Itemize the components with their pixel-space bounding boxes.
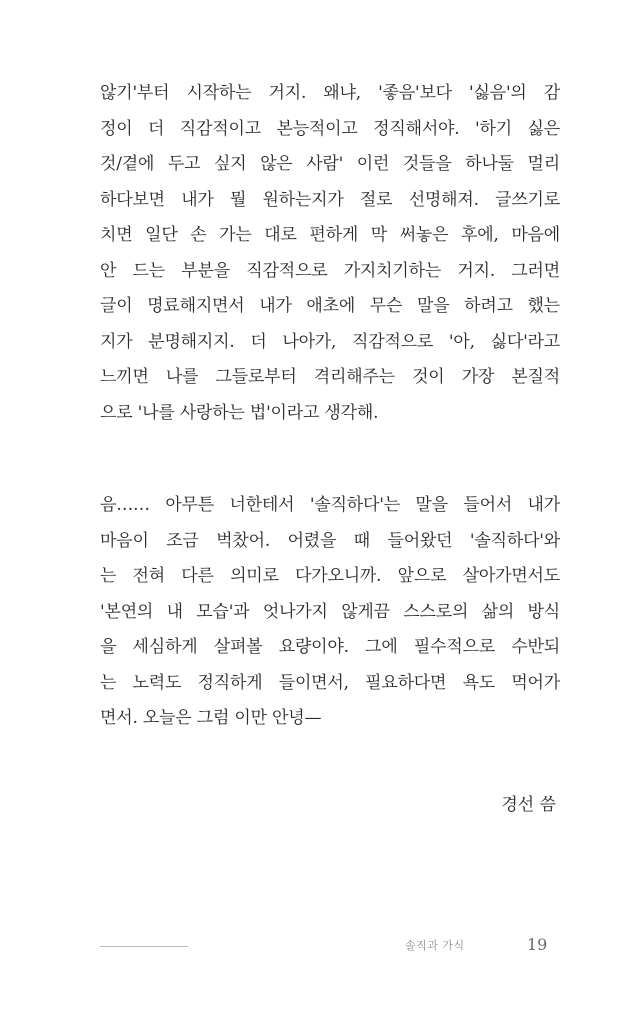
text-line: 음…… 아무튼 너한테서 '솔직하다'는 말을 들어서 내가 [100, 495, 560, 515]
text-line: 면서. 오늘은 그럼 이만 안녕— [100, 708, 322, 728]
text-line: 안 드는 부분을 직감적으로 가지치기하는 거지. 그러면 [100, 260, 560, 281]
text-line: '본연의 내 모습'과 엇나가지 않게끔 스스로의 삶의 방식 [100, 601, 560, 622]
text-line: 을 세심하게 살펴볼 요량이야. 그에 필수적으로 수반되 [100, 637, 560, 657]
text-line: 지가 분명해지지. 더 나아가, 직감적으로 '아, 싫다'라고 [100, 331, 560, 352]
body-paragraph-2 [100, 488, 560, 737]
text-line: 않기'부터 시작하는 거지. 왜냐, '좋음'보다 '싫음'의 감 [100, 83, 560, 103]
body-paragraph-1 [100, 76, 560, 431]
text-line: 정이 더 직감적이고 본능적이고 정직해서야. '하기 싫은 [100, 118, 560, 139]
text-line: 치면 일단 손 가는 대로 편하게 막 써놓은 후에, 마음에 [100, 225, 560, 245]
page-number: 19 [527, 935, 548, 954]
running-title: 솔직과 가식 [405, 939, 465, 952]
text-line: 는 노력도 정직하게 들이면서, 필요하다면 욕도 먹어가 [100, 672, 560, 693]
text-line: 느끼면 나를 그들로부터 격리해주는 것이 가장 본질적 [100, 367, 560, 387]
text-line: 으로 '나를 사랑하는 법'이라고 생각해. [100, 402, 379, 423]
text-line: 것/곁에 두고 싶지 않은 사람' 이런 것들을 하나둘 멀리 [100, 154, 560, 174]
text-line: 는 전혀 다른 의미로 다가오니까. 앞으로 살아가면서도 [100, 566, 560, 586]
text-line: 글이 명료해지면서 내가 애초에 무슨 말을 하려고 했는 [100, 296, 560, 316]
text-line: 마음이 조금 벅찼어. 어렸을 때 들어왔던 '솔직하다'와 [100, 530, 560, 551]
footer-divider [100, 946, 188, 947]
signature: 경선 씀 [501, 795, 556, 815]
text-line: 하다보면 내가 뭘 원하는지가 절로 선명해져. 글쓰기로 [100, 189, 560, 210]
